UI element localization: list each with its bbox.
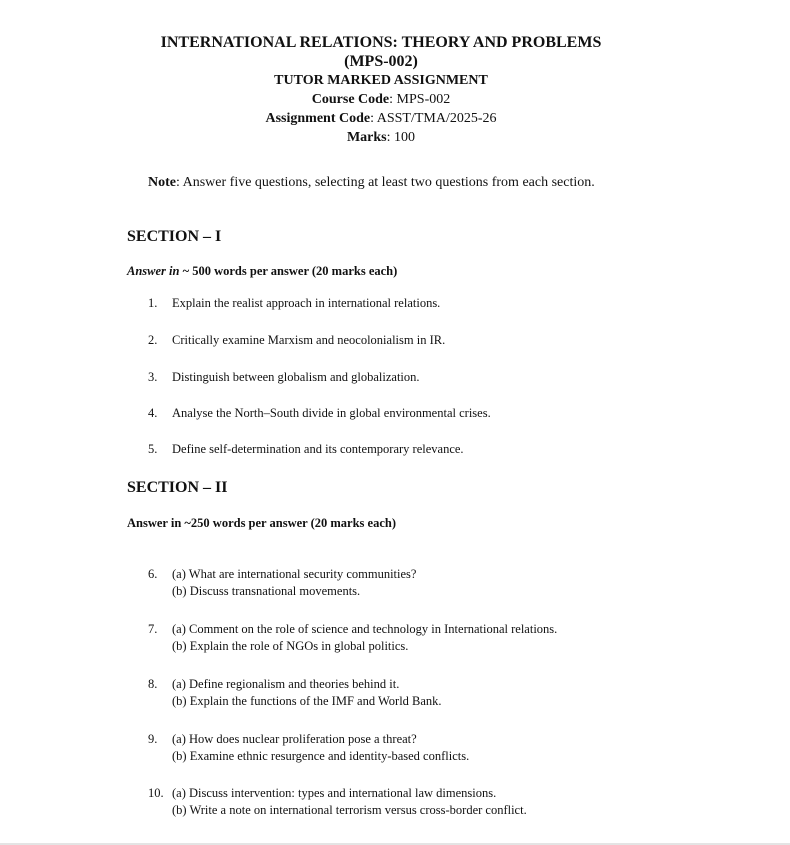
section-1-instruction-rest: ~ 500 words per answer (20 marks each) [179,264,398,278]
document-title: INTERNATIONAL RELATIONS: THEORY AND PROBLEMS [160,34,602,51]
question-9 [148,731,469,765]
question-text: Distinguish between globalism and globalization. [172,370,420,384]
question-part-b: (b) Discuss transnational movements. [172,584,361,598]
question-text: Critically examine Marxism and neocolonialism in IR. [172,333,446,347]
question-3 [148,369,420,386]
note-label: Note [148,175,176,190]
assignment-code-value: : ASST/TMA/2025-26 [370,111,497,126]
question-number: 4. [148,406,158,420]
question-text: Define self-determination and its contemporary relevance. [172,442,464,456]
assignment-code-label: Assignment Code [265,111,371,126]
question-10 [148,785,527,819]
marks [0,128,762,147]
question-part-a: (a) Comment on the role of science and technology in International relations. [172,622,558,636]
question-part-a: (a) What are international security communities? [172,567,417,581]
assignment-code [0,109,762,128]
note-text: : Answer five questions, selecting at least two questions from each section. [176,175,595,190]
question-text: Analyse the North–South divide in global environmental crises. [172,406,491,420]
section-2-instruction: Answer in ~250 words per answer (20 marks each) [127,516,396,530]
question-1 [148,295,440,312]
question-8 [148,676,442,710]
question-number: 1. [148,296,158,310]
question-number: 9. [148,732,158,746]
question-number: 8. [148,677,158,691]
question-part-a: (a) How does nuclear proliferation pose a threat? [172,732,417,746]
question-number: 3. [148,370,158,384]
question-6 [148,566,416,600]
marks-value: : 100 [386,130,416,145]
marks-label: Marks [346,130,387,145]
question-part-b: (b) Explain the role of NGOs in global politics. [172,639,409,653]
question-number: 6. [148,567,158,581]
question-2 [148,332,445,349]
note [148,174,595,192]
course-code-value: : MPS-002 [389,92,451,107]
question-part-b: (b) Examine ethnic resurgence and identity-based conflicts. [172,749,470,763]
section-1-instruction-italic: Answer in [127,264,180,278]
section-2-title: SECTION – II [127,479,228,496]
document-header [0,33,762,147]
course-code-label: Course Code [311,92,390,107]
section-1-instruction [127,263,397,279]
question-part-b: (b) Explain the functions of the IMF and World Bank. [172,694,442,708]
question-number: 7. [148,622,158,636]
question-number: 5. [148,442,158,456]
section-1-title: SECTION – I [127,228,222,245]
question-7 [148,621,557,655]
question-4 [148,405,491,422]
course-code-parenthetical: (MPS-002) [344,53,418,70]
question-5 [148,441,464,458]
question-text: Explain the realist approach in international relations. [172,296,441,310]
course-code [0,90,762,109]
question-number: 2. [148,333,158,347]
question-number: 10. [148,786,164,800]
question-part-b: (b) Write a note on international terrorism versus cross-border conflict. [172,803,527,817]
question-part-a: (a) Define regionalism and theories behind it. [172,677,400,691]
question-part-a: (a) Discuss intervention: types and international law dimensions. [172,786,497,800]
document-subtitle: TUTOR MARKED ASSIGNMENT [274,73,488,88]
